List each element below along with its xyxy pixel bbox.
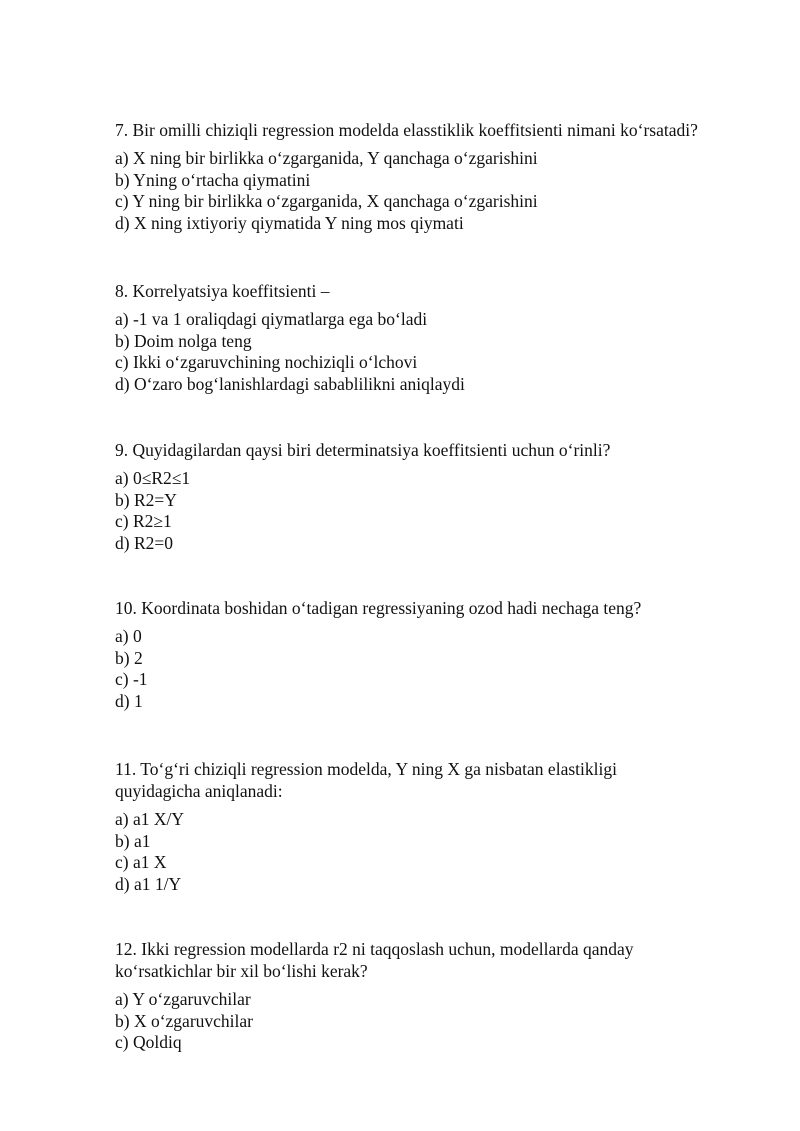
question-11-option-b: b) a1	[115, 830, 151, 851]
question-9-options	[115, 468, 765, 554]
question-7-text: 7. Bir omilli chiziqli regression modelda elasstiklik koeffitsienti nimani ko‘rsatadi?	[115, 120, 698, 140]
question-7-option-a: a) X ning bir birlikka o‘zgarganida, Y qanchaga o‘zgarishini	[115, 148, 538, 168]
question-12-text-line-2: ko‘rsatkichlar bir xil bo‘lishi kerak?	[115, 961, 368, 981]
question-8-text: 8. Korrelyatsiya koeffitsienti –	[115, 281, 330, 301]
question-12	[115, 938, 765, 1054]
question-9-option-c: c) R2≥1	[115, 511, 172, 531]
question-11-text-line-1: 11. To‘g‘ri chiziqli regression modelda, Y ning X ga nisbatan elastikligi	[115, 759, 617, 779]
question-10-option-d: d) 1	[115, 690, 143, 711]
question-9-option-b: b) R2=Y	[115, 489, 177, 510]
question-12-options	[115, 989, 765, 1054]
question-7-option-b: b) Yning o‘rtacha qiymatini	[115, 169, 311, 190]
question-10	[115, 597, 765, 712]
question-8-option-b: b) Doim nolga teng	[115, 330, 252, 351]
question-8-option-c: c) Ikki o‘zgaruvchining nochiziqli o‘lchovi	[115, 352, 418, 372]
question-11-option-d: d) a1 1/Y	[115, 873, 182, 894]
question-10-option-b: b) 2	[115, 647, 143, 668]
question-11-text-line-2: quyidagicha aniqlanadi:	[115, 781, 283, 801]
question-7-options	[115, 148, 765, 234]
question-7-option-c: c) Y ning bir birlikka o‘zgarganida, X qanchaga o‘zgarishini	[115, 191, 538, 211]
question-11-option-c: c) a1 X	[115, 852, 167, 872]
question-12-text	[115, 938, 765, 982]
question-12-option-a: a) Y o‘zgaruvchilar	[115, 989, 251, 1009]
question-10-option-c: c) -1	[115, 669, 148, 689]
question-12-text-line-1: 12. Ikki regression modellarda r2 ni taqqoslash uchun, modellarda qanday	[115, 939, 634, 959]
question-11-text	[115, 758, 765, 802]
question-12-option-b: b) X o‘zgaruvchilar	[115, 1010, 253, 1031]
question-11	[115, 758, 765, 895]
question-9	[115, 439, 765, 554]
question-10-text: 10. Koordinata boshidan o‘tadigan regressiyaning ozod hadi nechaga teng?	[115, 598, 642, 618]
question-8-option-a: a) -1 va 1 oraliqdagi qiymatlarga ega bo‘ladi	[115, 309, 428, 329]
question-8-option-d: d) O‘zaro bog‘lanishlardagi sabablilikni aniqlaydi	[115, 373, 465, 394]
question-8	[115, 280, 765, 395]
question-7-option-d: d) X ning ixtiyoriy qiymatida Y ning mos qiymati	[115, 212, 464, 233]
question-9-option-d: d) R2=0	[115, 532, 173, 553]
question-9-option-a: a) 0≤R2≤1	[115, 468, 191, 488]
question-11-option-a: a) a1 X/Y	[115, 809, 185, 829]
question-10-option-a: a) 0	[115, 626, 142, 646]
question-12-option-c: c) Qoldiq	[115, 1032, 182, 1052]
question-8-options	[115, 309, 765, 395]
question-7	[115, 119, 765, 234]
question-10-options	[115, 626, 765, 712]
question-9-text: 9. Quyidagilardan qaysi biri determinatsiya koeffitsienti uchun o‘rinli?	[115, 440, 611, 460]
question-11-options	[115, 809, 765, 895]
